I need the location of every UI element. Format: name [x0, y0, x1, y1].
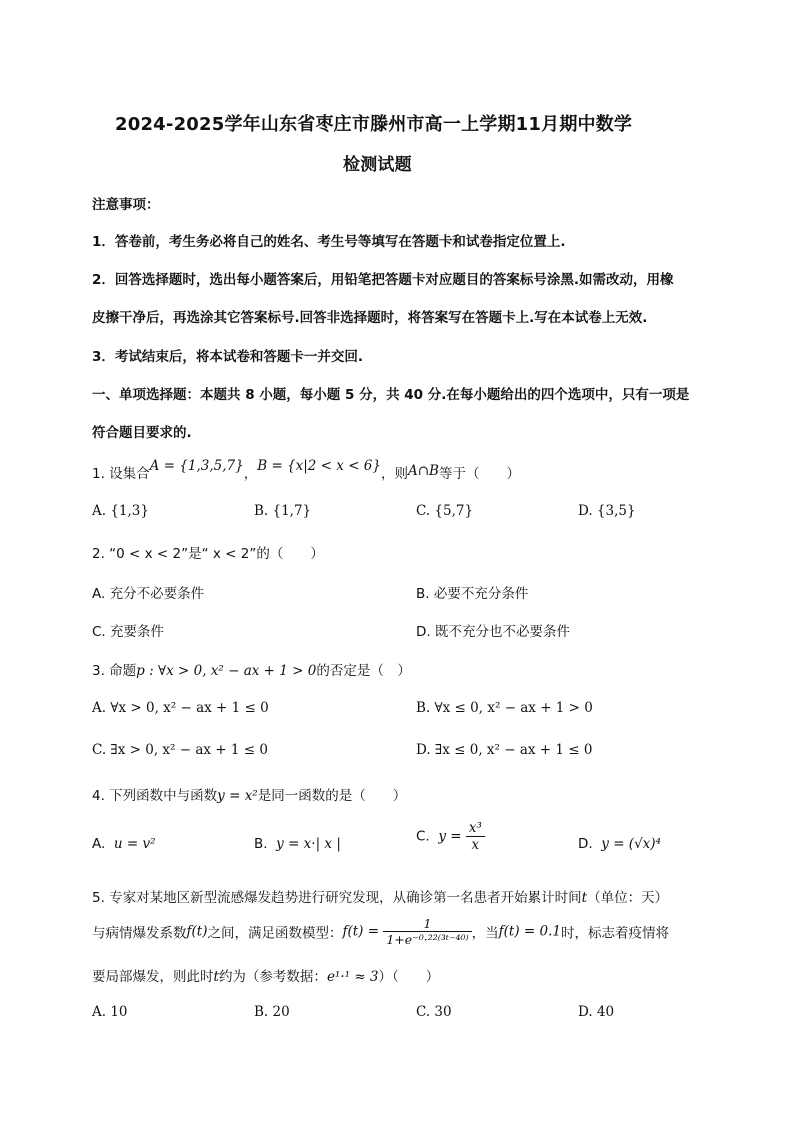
q5-model-fraction — [383, 916, 471, 947]
q5-option-d: D. 40 — [578, 1004, 615, 1020]
q5-model-denominator: 1+e⁻⁰·²²⁽³ᵗ⁻⁴⁰⁾ — [386, 932, 469, 947]
q5-model-lhs: f(t) = — [342, 923, 380, 940]
q1-suffix: 等于（ ） — [438, 466, 520, 482]
q1-option-b: B. {1,7} — [254, 503, 312, 519]
q3-option-a: A. ∀x > 0, x² − ax + 1 ≤ 0 — [92, 700, 269, 716]
q5-line1-a: 5. 专家对某地区新型流感爆发趋势进行研究发现，从确诊第一名患者开始累计时间 — [92, 890, 582, 906]
q4-suffix: 是同一函数的是（ ） — [257, 788, 407, 804]
q2-option-c: C. 充要条件 — [92, 624, 165, 640]
question-1 — [92, 458, 520, 482]
q5-line3-c: ）（ ） — [378, 969, 440, 985]
q5-line2-ft: f(t) — [186, 923, 208, 940]
question-2: 2. “0 < x < 2”是“ x < 2”的（ ） — [92, 546, 324, 562]
q2-option-b: B. 必要不充分条件 — [416, 586, 529, 602]
q3-suffix: 的否定是（ ） — [316, 663, 411, 679]
section-heading-cont: 符合题目要求的. — [92, 425, 192, 441]
q1-comma: ， — [243, 466, 258, 482]
q5-line3-var: t — [213, 969, 219, 985]
notice-3: 3．考试结束后，将本试卷和答题卡一并交回. — [92, 349, 364, 365]
q5-model-numerator: 1 — [383, 916, 471, 932]
q5-reference: e¹·¹ ≈ 3 — [326, 969, 379, 985]
q4-option-c-label: C. — [416, 828, 430, 845]
q3-proposition: p : ∀x > 0, x² − ax + 1 > 0 — [136, 663, 317, 679]
q4-option-a-expr: u = v² — [113, 836, 156, 852]
title-line-2: 检测试题 — [343, 155, 412, 175]
q1-set-a: A = {1,3,5,7} — [149, 458, 244, 474]
q4-option-c-fraction — [466, 820, 485, 853]
q5-line3-a: 要局部爆发，则此时 — [92, 969, 214, 985]
q3-option-b: B. ∀x ≤ 0, x² − ax + 1 > 0 — [416, 700, 593, 716]
q1-option-a: A. {1,3} — [92, 503, 149, 519]
notice-heading: 注意事项： — [92, 197, 160, 213]
q5-condition: f(t) = 0.1 — [498, 923, 561, 940]
notice-2-cont: 皮擦干净后，再选涂其它答案标号.回答非选择题时，将答案写在答题卡上.写在本试卷上无效. — [92, 310, 648, 326]
q4-option-a — [92, 836, 156, 852]
q3-option-d: D. ∃x ≤ 0, x² − ax + 1 ≤ 0 — [416, 742, 593, 758]
q3-option-c: C. ∃x > 0, x² − ax + 1 ≤ 0 — [92, 742, 268, 758]
q3-prefix: 3. 命题 — [92, 663, 137, 679]
q1-option-d: D. {3,5} — [578, 503, 636, 519]
q5-line1-var: t — [581, 890, 588, 906]
q4-function: y = x² — [217, 788, 258, 804]
q5-line2-c: ，当 — [471, 925, 499, 942]
question-5-line-1 — [92, 886, 668, 906]
q1-intersection: A∩B — [407, 463, 439, 479]
q5-line2-b: 之间，满足函数模型： — [207, 925, 343, 942]
q5-line2-d: 时，标志着疫情将 — [560, 925, 669, 942]
q4-option-b — [254, 836, 341, 852]
q2-option-a: A. 充分不必要条件 — [92, 586, 205, 602]
q4-option-d — [578, 836, 661, 852]
q1-option-c: C. {5,7} — [416, 503, 474, 519]
q4-option-d-label: D. — [578, 836, 593, 852]
q4-option-c-denominator: x — [471, 837, 480, 853]
q4-option-c-numerator: x³ — [466, 820, 485, 837]
notice-2: 2．回答选择题时，选出每小题答案后，用铅笔把答题卡对应题目的答案标号涂黑.如需改动，用橡 — [92, 272, 674, 288]
q5-line2-a: 与病情爆发系数 — [92, 925, 187, 942]
q1-suffix-pre: ，则 — [380, 466, 408, 482]
q4-option-a-label: A. — [92, 836, 106, 852]
title-line-1: 2024-2025学年山东省枣庄市滕州市高一上学期11月期中数学 — [115, 114, 633, 135]
q4-option-c — [416, 820, 485, 853]
question-3 — [92, 659, 411, 679]
question-4 — [92, 784, 406, 804]
q4-option-d-expr: y = (√x)⁴ — [601, 836, 661, 852]
q2-option-d: D. 既不充分也不必要条件 — [416, 624, 570, 640]
q4-option-c-lhs: y = — [438, 828, 462, 845]
q5-option-a: A. 10 — [92, 1004, 128, 1020]
q4-option-b-expr: y = x·| x | — [276, 836, 341, 852]
q5-option-c: C. 30 — [416, 1004, 452, 1020]
q5-line3-b: 约为（参考数据： — [218, 969, 327, 985]
q1-set-b: B = {x|2 < x < 6} — [257, 458, 381, 474]
section-heading: 一、单项选择题：本题共 8 小题，每小题 5 分，共 40 分.在每小题给出的四个选项中，只有一项是 — [92, 387, 690, 403]
q5-option-b: B. 20 — [254, 1004, 290, 1020]
q1-prefix: 1. 设集合 — [92, 466, 150, 482]
q4-prefix: 4. 下列函数中与函数 — [92, 788, 218, 804]
q5-line1-b: （单位：天） — [587, 890, 669, 906]
question-5-line-2 — [92, 916, 669, 947]
question-5-line-3 — [92, 965, 439, 985]
q4-option-b-label: B. — [254, 836, 268, 852]
notice-1: 1．答卷前，考生务必将自己的姓名、考生号等填写在答题卡和试卷指定位置上. — [92, 234, 566, 250]
